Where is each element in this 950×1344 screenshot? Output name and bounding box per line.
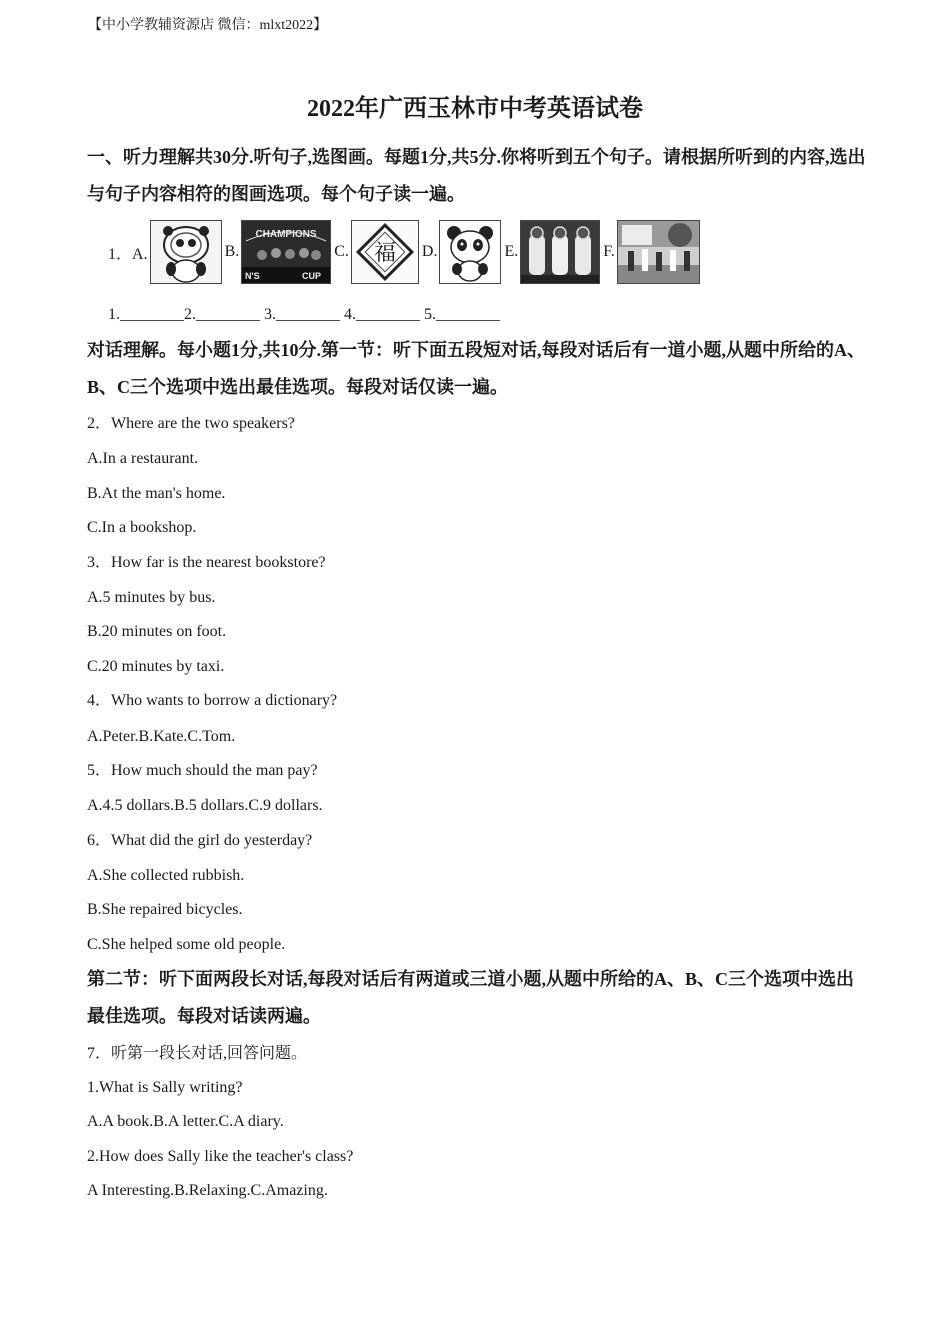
fu-character-text: 福 — [373, 241, 396, 266]
picture-c-fu-character — [351, 220, 419, 284]
option-label-b: B. — [224, 243, 240, 260]
question-7-sub-2: 2.How does Sally like the teacher's class? — [87, 1148, 354, 1165]
picture-d-cartoon-panda — [439, 220, 501, 284]
champions-banner-text: CHAMPIONS — [255, 229, 317, 240]
question-7-sub-2-options: A Interesting.B.Relaxing.C.Amazing. — [87, 1182, 328, 1199]
option-label-c: C. — [334, 243, 349, 260]
question-6-option-b: B.She repaired bicycles. — [87, 901, 243, 918]
question-2-option-b: B.At the man's home. — [87, 485, 226, 502]
banner-text-left: N'S — [245, 271, 260, 281]
picture-options-row — [108, 219, 703, 285]
question-4: 4．Who wants to borrow a dictionary? — [87, 692, 338, 709]
question-5: 5．How much should the man pay? — [87, 762, 318, 779]
page-title: 2022年广西玉林市中考英语试卷 — [307, 96, 643, 122]
section3-instructions: 第二节：听下面两段长对话,每段对话后有两道或三道小题,从题中所给的A、B、C三个选项中选出最佳选项。每段对话读两遍。 — [87, 969, 854, 1026]
question-6-option-c: C.She helped some old people. — [87, 936, 286, 953]
question-6: 6．What did the girl do yesterday? — [87, 832, 313, 849]
option-label-a: 1．A. — [108, 245, 148, 263]
picture-e-astronauts — [520, 220, 600, 284]
option-label-f: F. — [603, 243, 615, 260]
question-7-sub-1-options: A.A book.B.A letter.C.A diary. — [87, 1113, 284, 1130]
question-2: 2．Where are the two speakers? — [87, 415, 295, 432]
question-3-option-a: A.5 minutes by bus. — [87, 589, 216, 606]
option-label-d: D. — [421, 243, 438, 260]
question-3-option-c: C.20 minutes by taxi. — [87, 658, 225, 675]
picture-b-champions-cup — [241, 220, 331, 284]
option-label-e: E. — [504, 243, 519, 260]
question-7-sub-1: 1.What is Sally writing? — [87, 1079, 243, 1096]
question-5-options: A.4.5 dollars.B.5 dollars.C.9 dollars. — [87, 797, 323, 814]
question-6-option-a: A.She collected rubbish. — [87, 867, 245, 884]
question-3-option-b: B.20 minutes on foot. — [87, 623, 227, 640]
banner-text-right: CUP — [302, 271, 322, 281]
question-4-options: A.Peter.B.Kate.C.Tom. — [87, 728, 236, 745]
section2-instructions: 对话理解。每小题1分,共10分.第一节：听下面五段短对话,每段对话后有一道小题,从题中所给的A、B、C三个选项中选出最佳选项。每段对话仅读一遍。 — [87, 340, 865, 397]
question-2-option-a: A.In a restaurant. — [87, 450, 199, 467]
question-2-option-c: C.In a bookshop. — [87, 519, 197, 536]
answer-blanks: 1.________2.________ 3.________ 4.________ 5.________ — [108, 306, 500, 323]
question-7: 7．听第一段长对话,回答问题。 — [87, 1045, 308, 1062]
picture-a-panda-mascot — [150, 220, 222, 284]
page-header-watermark: 【中小学教辅资源店 微信：mlxt2022】 — [88, 18, 328, 33]
section1-instructions: 一、听力理解共30分.听句子,选图画。每题1分,共5分.你将听到五个句子。请根据所听到的内容,选出与句子内容相符的图画选项。每个句子读一遍。 — [87, 147, 866, 204]
picture-f-volunteers-outdoors — [617, 220, 700, 284]
question-3: 3．How far is the nearest bookstore? — [87, 554, 326, 571]
